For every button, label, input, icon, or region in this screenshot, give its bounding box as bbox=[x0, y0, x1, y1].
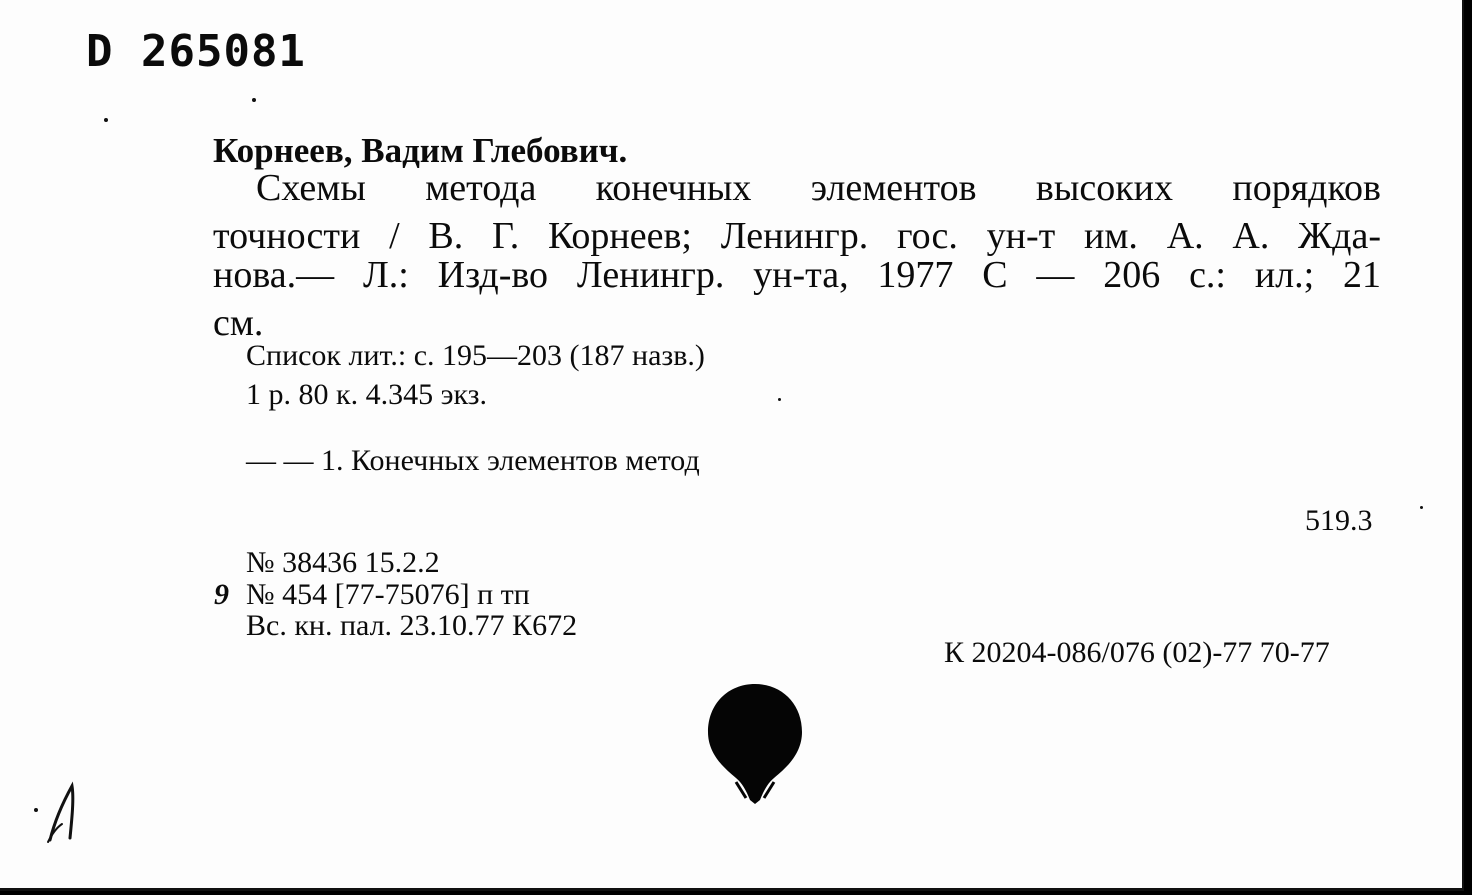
handwritten-number: 9 bbox=[214, 578, 229, 611]
dust-speck bbox=[252, 98, 256, 102]
title-line: точности / В. Г. Корнеев; Ленингр. гос. ун-т им. А. А. Жда- bbox=[213, 215, 1381, 257]
subject-heading: — — 1. Конечных элементов метод bbox=[246, 444, 700, 477]
call-number: D 265081 bbox=[86, 26, 306, 77]
accession-line: № 38436 15.2.2 bbox=[246, 546, 440, 579]
udc-code: 519.3 bbox=[1305, 504, 1373, 537]
accession-line: № 454 [77-75076] п тп bbox=[246, 578, 530, 611]
ink-blot-mark bbox=[706, 682, 804, 806]
handwritten-initial-mark bbox=[28, 780, 88, 844]
dust-speck bbox=[1420, 506, 1423, 509]
title-line: см. bbox=[213, 302, 264, 344]
dust-speck bbox=[104, 118, 108, 122]
dust-speck bbox=[778, 398, 781, 401]
title-line: нова.— Л.: Изд-во Ленингр. ун-та, 1977 С — 206 с.: ил.; 21 bbox=[213, 254, 1381, 296]
catalog-code: К 20204-086/076 (02)-77 70-77 bbox=[944, 636, 1330, 669]
price-note: 1 р. 80 к. 4.345 экз. bbox=[246, 378, 487, 411]
author-heading: Корнеев, Вадим Глебович. bbox=[213, 131, 628, 170]
bibliography-note: Список лит.: с. 195—203 (187 назв.) bbox=[246, 339, 705, 372]
title-line: Схемы метода конечных элементов высоких порядков bbox=[256, 167, 1381, 209]
accession-line: Вс. кн. пал. 23.10.77 К672 bbox=[246, 609, 578, 642]
